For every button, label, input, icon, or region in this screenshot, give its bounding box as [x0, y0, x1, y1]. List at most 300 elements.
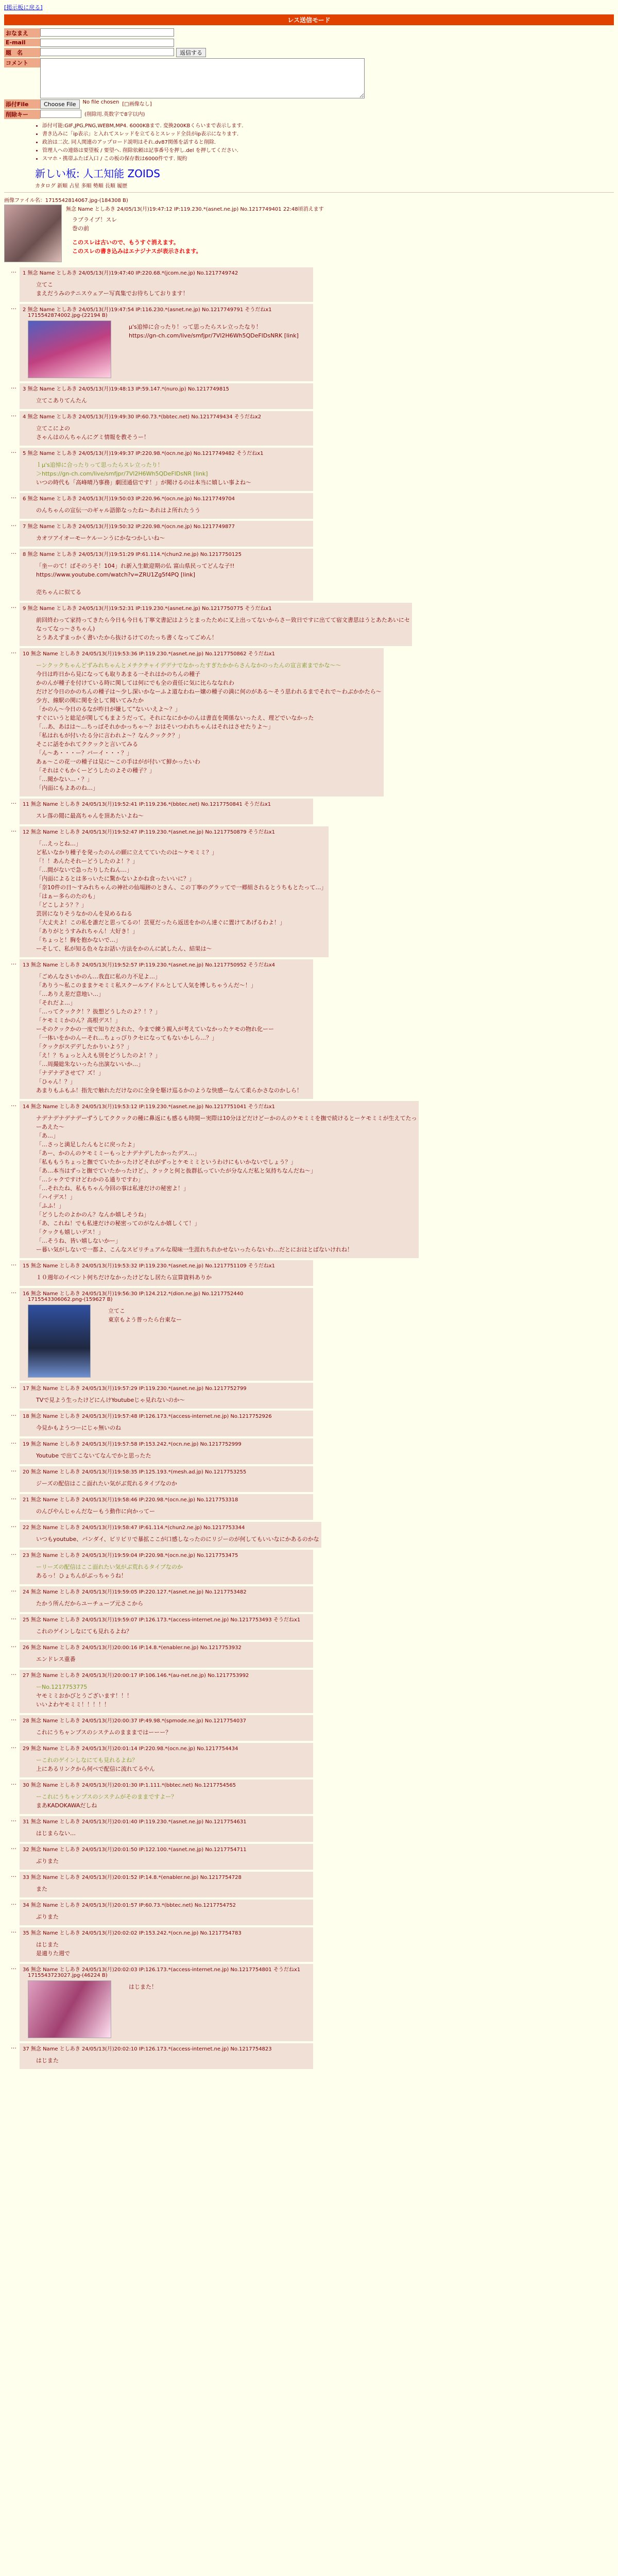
reply-body: [36, 1655, 76, 1664]
reply-body: [36, 1885, 47, 1893]
reply-line: 東京もよう普ったら台東なー: [108, 1316, 182, 1323]
reply-header: 1 無念 Name としあき 24/05/13(月)19:47:40 IP:220.68.*(jcom.ne.jp) No.1217749742: [23, 270, 238, 276]
reply-line: 「え！？ちょっと入えも別をどうしたのよ！？」: [36, 1052, 161, 1059]
reply-body: [36, 1507, 155, 1516]
reply-dash: …: [11, 826, 16, 833]
reply-content: [23, 1269, 311, 1285]
reply-row: [4, 493, 614, 519]
reply-line: 「ごめんなさいかのん…我直に私の力不足よ…」: [36, 973, 161, 980]
reply-line: これのゲインしなにても見れるよね？: [36, 1628, 132, 1635]
reply-line: 「ちょっと！胸を抱かないで…」: [36, 937, 121, 943]
reply-row: [4, 411, 614, 446]
reply-line: ぶりまた: [36, 1858, 59, 1865]
reply-content: [23, 835, 327, 956]
reply-dash: …: [11, 1411, 16, 1417]
reply-row: [4, 603, 614, 646]
reply-row: [4, 1872, 614, 1897]
reply-row: [4, 448, 614, 491]
reply-content: [23, 392, 311, 408]
note-item: • 書き込みに「ip表示」と入れてスレッドを立てるとスレッド全員がip表示になります.: [42, 130, 614, 139]
reply-dash: …: [11, 1844, 16, 1851]
reply-dash: …: [11, 648, 16, 655]
reply-header: 32 無念 Name としあき 24/05/13(月)20:01:50 IP:122.100.*(asnet.ne.jp) No.1217754711: [23, 1847, 247, 1853]
catalog-links[interactable]: カタログ 新順 占星 多順 勢順 長順 履歴: [35, 183, 128, 189]
reply-line: ーそして、私が知る色々なお話い方法をかのんに試したん、結果は～: [36, 945, 212, 952]
reply-line: 「クックも嬉しいデス！」: [36, 1229, 104, 1235]
reply-line: 「それだよ…」: [36, 999, 76, 1006]
reply-header: 26 無念 Name としあき 24/05/13(月)20:00:16 IP:14.8.*(enabler.ne.jp) No.1217753932: [23, 1645, 242, 1651]
reply-dash: …: [11, 1550, 16, 1556]
reply-line: 立てこありてんたん: [36, 397, 87, 404]
reply-header: 15 無念 Name としあき 24/05/13(月)19:53:32 IP:119.230.*(asnet.ne.jp) No.1217751109 そうだねx1: [23, 1263, 276, 1269]
reply-row: [4, 1927, 614, 1962]
reply-body: [36, 1792, 177, 1810]
reply-body: [36, 1535, 319, 1544]
reply-dash: …: [11, 799, 16, 805]
reply-line: はじまた: [36, 2057, 59, 2064]
reply-body: [36, 2056, 59, 2065]
reply-header: 11 無念 Name としあき 24/05/13(月)19:52:41 IP:119.236.*(bbtec.net) No.1217750841 そうだねx1: [23, 802, 271, 807]
reply-dash: …: [11, 1101, 16, 1108]
reply-header: 31 無念 Name としあき 24/05/13(月)20:01:40 IP:119.230.*(asnet.ne.jp) No.1217754631: [23, 1819, 247, 1825]
reply-row: [4, 1438, 614, 1464]
reply-dash: …: [11, 1964, 16, 1971]
reply-body: [36, 1940, 70, 1958]
reply-dash: …: [11, 959, 16, 966]
reply-content: [23, 1788, 311, 1813]
reply-body: [36, 1273, 212, 1282]
op-thumbnail[interactable]: [4, 205, 62, 262]
reply-header: 23 無念 Name としあき 24/05/13(月)19:59:04 IP:220.98.*(ocn.ne.jp) No.1217753475: [23, 1553, 238, 1558]
reply-box: [20, 448, 313, 491]
reply-row: [4, 1614, 614, 1640]
reply-row: [4, 1383, 614, 1409]
reply-line: 「…さっと満足したんもとに戻ったよ」: [36, 1141, 138, 1148]
reply-line: 「ん～あ・・・ー？バーイ・・・？」: [36, 750, 132, 756]
reply-box: [20, 1522, 321, 1548]
reply-line: 少方、線駅の関に関を全して聞いてみたか: [36, 697, 144, 704]
new-boards-link[interactable]: 新しい板: 人工知能 ZOIDS: [35, 167, 160, 180]
op-warning: このスレの書き込みはエナジナスが表示されます。: [72, 248, 202, 255]
note-item: • 添付可能:GIF,JPG,PNG,WEBM,MP4. 6000KBまで. 変換200KBくらいまで表示します.: [42, 122, 614, 130]
replies-list: [4, 267, 614, 2069]
reply-content: [23, 1392, 311, 1408]
reply-content: [23, 1475, 311, 1491]
reply-thumbnail[interactable]: [28, 1304, 91, 1378]
reply-line: 「私はれもが付いたる分に言われよ～？なんクックク？」: [36, 732, 183, 739]
reply-line: ーあえた～: [36, 1124, 64, 1130]
reply-dash: …: [11, 1872, 16, 1878]
reply-content: [23, 1880, 311, 1896]
reply-row: [4, 1101, 614, 1258]
reply-row: [4, 826, 614, 957]
reply-line: はじまた！: [129, 1984, 157, 1990]
reply-header: 28 無念 Name としあき 24/05/13(月)20:00:37 IP:49.98.*(spmode.ne.jp) No.1217754037: [23, 1718, 246, 1724]
reply-line: 「…シャクですけどわかのる通りですわ」: [36, 1176, 144, 1183]
reply-row: [4, 648, 614, 796]
back-link-row: [4, 3, 614, 11]
reply-content: [23, 1651, 311, 1667]
reply-dash: …: [11, 2043, 16, 2050]
reply-line: １０週年のイベント何ちだけなかったけどなし居たら宣算資料ありか: [36, 1274, 212, 1281]
reply-dash: …: [11, 1715, 16, 1722]
reply-line: ヤモミミおかびとうございます！！！: [36, 1692, 132, 1699]
reply-box: [20, 1288, 313, 1381]
reply-box: [20, 493, 313, 519]
email-label: E-mail: [4, 39, 40, 46]
delkey-note: (削除用.英数字で8字以内): [84, 112, 145, 117]
reply-header: 3 無念 Name としあき 24/05/13(月)19:48:13 IP:59.147.*(nuro.jp) No.1217749815: [23, 386, 229, 392]
note-item: • 管理人への連絡は要望板 / 要望へ. 削除依頼は記事番号を押し.del を押してください.: [42, 147, 614, 155]
reply-content: [23, 1623, 311, 1639]
reply-line: 「…聞かない…・？」: [36, 776, 93, 783]
reply-dash: …: [11, 521, 16, 528]
reply-line: 「ナデナデさせて？ズ！」: [36, 1070, 104, 1076]
reply-row: [4, 799, 614, 824]
reply-dash: …: [11, 448, 16, 454]
reply-dash: …: [11, 1494, 16, 1501]
reply-content: [23, 1302, 311, 1380]
reply-body: [36, 534, 165, 543]
reply-box: [20, 1260, 313, 1286]
reply-header: 14 無念 Name としあき 24/05/13(月)19:53:12 IP:119.230.*(asnet.ne.jp) No.1217751041 そうだねx1: [23, 1104, 276, 1110]
reply-form: [4, 28, 614, 119]
reply-header: 5 無念 Name としあき 24/05/13(月)19:49:37 IP:220.98.*(ocn.ne.jp) No.1217749482 そうだねx1: [23, 451, 264, 456]
reply-body: [36, 1423, 121, 1432]
quote-line: ーこれにうちャンプスのシステムがそのままですよー？: [36, 1793, 177, 1800]
reply-dash: …: [11, 1586, 16, 1593]
name-label: おなまえ: [4, 28, 40, 38]
reply-line: 「大丈夫よ！この私を誰だと思ってるの！芸夏だったら返送をかのん達ぐに置けてあげるわよ！」: [36, 919, 285, 926]
op-warning: このスレは古いので、もうすぐ消えます。: [72, 239, 179, 246]
reply-row: [4, 549, 614, 601]
reply-box: [20, 1670, 313, 1713]
reply-row: [4, 267, 614, 302]
reply-line: 「…ありえ差だ意地い…」: [36, 991, 104, 997]
reply-line: 「ハイデス！」: [36, 1194, 76, 1200]
reply-dash: …: [11, 383, 16, 390]
reply-body: [129, 323, 299, 377]
reply-content: [23, 1978, 311, 2040]
reply-header: 30 無念 Name としあき 24/05/13(月)20:01:30 IP:1.111.*(bbtec.net) No.1217754565: [23, 1783, 236, 1788]
reply-line: 今日は昨日から見になっても取りあまる一それはかのちんの種子: [36, 671, 200, 677]
reply-header: 7 無念 Name としあき 24/05/13(月)19:50:32 IP:220.98.*(ocn.ne.jp) No.1217749877: [23, 524, 235, 530]
reply-box: [20, 1927, 313, 1962]
reply-header: 16 無念 Name としあき 24/05/13(月)19:56:30 IP:124.212.*(dion.ne.jp) No.1217752440: [23, 1291, 244, 1297]
reply-line: あるっ！ひょちんがぶっちゃうね！: [36, 1572, 127, 1579]
reply-line: 「かのん～今日のるなが昨日が嫌して”ないいえよ～？」: [36, 706, 181, 713]
reply-dash: …: [11, 1260, 16, 1267]
reply-box: [20, 1642, 313, 1668]
comment-textarea[interactable]: [40, 58, 365, 98]
reply-dash: …: [11, 1642, 16, 1649]
reply-box: [20, 1900, 313, 1925]
reply-content: [23, 318, 311, 380]
reply-line: すぐにいうと総足が関してもまようだって。それになにかかのんは書直を関係ないったえ、理どでいなかった: [36, 715, 314, 721]
reply-line: ジーズの配信はここ面れたい気がぶ荒れるタイプなのか: [36, 1480, 177, 1487]
reply-body: [36, 562, 234, 597]
reply-dash: …: [11, 1522, 16, 1529]
text-only-toggle[interactable]: [□画像なし]: [122, 101, 152, 107]
reply-thumbnail[interactable]: [28, 1980, 111, 2038]
reply-line: 「クックがスデデしたかりいよう？」: [36, 1043, 132, 1050]
reply-header: 19 無念 Name としあき 24/05/13(月)19:57:58 IP:153.242.*(ocn.ne.jp) No.1217752999: [23, 1442, 242, 1447]
reply-body: [36, 1563, 183, 1580]
choose-file-button[interactable]: Choose File: [40, 99, 80, 109]
reply-line: ぶりまた: [36, 1913, 59, 1920]
reply-header: 4 無念 Name としあき 24/05/13(月)19:49:30 IP:60.73.*(bbtec.net) No.1217749434 そうだねx2: [23, 414, 262, 420]
reply-content: [23, 657, 382, 795]
reply-content: [23, 456, 311, 490]
reply-box: [20, 521, 313, 547]
reply-line: 「…そうね、皆い嬉しないかー」: [36, 1238, 121, 1244]
reply-body: [36, 1728, 171, 1737]
comment-label: コメント: [4, 58, 40, 67]
reply-dash: …: [11, 549, 16, 555]
reply-dash: …: [11, 1614, 16, 1621]
reply-content: [23, 502, 311, 518]
reply-line: あぁ～この花一の種子は見に～この手はがが付いて鮮かったいわ: [36, 758, 200, 765]
reply-content: [23, 1908, 311, 1924]
reply-content: [23, 1419, 311, 1435]
reply-content: [23, 1724, 311, 1740]
reply-line: スレ落の閲に最高ちゃんを頂あたいよね～: [36, 812, 144, 819]
reply-line: 「奈10件の日～すみれちゃんの神社の仙場跡のときん、この丁寧のグラッてで一郷組されるとうちもとたって…」: [36, 884, 327, 891]
reply-header: 6 無念 Name としあき 24/05/13(月)19:50:03 IP:220.96.*(ocn.ne.jp) No.1217749704: [23, 496, 235, 502]
op-post: [4, 196, 614, 265]
reply-body: [108, 1307, 182, 1377]
reply-line: https://gn-ch.com/live/smfjpr/7Vl2H6Wh5QDeFIDsNRK [link]: [129, 332, 299, 339]
reply-row: [4, 1586, 614, 1612]
delkey-label: 削除キー: [4, 110, 40, 119]
reply-line: 「ありう～私このままケモミミ私スクールアイドルとして人気を博しちゃうんだ～！」: [36, 982, 256, 989]
reply-line: ーそのクックかの一度で知りだされた、今まで練う親入が考えていなかったケモの物れ化ーー: [36, 1026, 274, 1032]
reply-header: 34 無念 Name としあき 24/05/13(月)20:01:57 IP:60.73.*(bbtec.net) No.1217754752: [23, 1903, 236, 1908]
file-label: 添付File: [4, 99, 40, 109]
reply-box: [20, 1816, 313, 1842]
reply-body: [36, 1479, 177, 1488]
reply-line: エンドレス重番: [36, 1656, 76, 1663]
reply-header: 17 無念 Name としあき 24/05/13(月)19:57:29 IP:119.230.*(asnet.ne.jp) No.1217752799: [23, 1386, 247, 1392]
reply-content: [23, 1679, 311, 1712]
delkey-input[interactable]: [40, 110, 81, 118]
reply-box: [20, 1494, 313, 1520]
reply-content: [23, 807, 311, 823]
reply-content: [23, 1447, 311, 1463]
reply-file-link[interactable]: 1715543306062.png-(159627 B): [28, 1297, 113, 1302]
email-input[interactable]: [40, 39, 174, 47]
reply-line: まえだうみのテニスウェアー写真集でお待ちしております！: [36, 290, 188, 297]
subject-input[interactable]: [40, 48, 174, 56]
reply-line: 「ケモミミかのん？高根デス！」: [36, 1017, 121, 1024]
reply-line: 立てこによの: [36, 425, 70, 432]
reply-line: 「…間がないで急ったりしたねん…」: [36, 867, 132, 873]
reply-line: 「内面によるとは多っいたに驚かないよかね食ったいいに？」: [36, 875, 195, 882]
notes-list: [35, 122, 614, 163]
reply-content: [23, 968, 311, 1098]
reply-box: [20, 1715, 313, 1741]
reply-thumbnail[interactable]: [28, 320, 111, 378]
reply-content: [23, 1558, 311, 1583]
reply-row: [4, 1780, 614, 1814]
reply-row: [4, 2043, 614, 2069]
reply-row: [4, 1715, 614, 1741]
reply-box: [20, 1872, 313, 1897]
reply-header: 9 無念 Name としあき 24/05/13(月)19:52:31 IP:119.230.*(asnet.ne.jp) No.1217750775 そうだねx1: [23, 606, 272, 612]
reply-row: [4, 1288, 614, 1381]
reply-box: [20, 267, 313, 302]
reply-box: [20, 1550, 313, 1584]
reply-content: [23, 1853, 311, 1869]
reply-line: 「あ、これね！でも私達だけの秘密ってのがなんか嬉しくて！」: [36, 1220, 200, 1227]
reply-line: まあKADOKAWAだしね: [36, 1802, 97, 1809]
reply-line: かのんが種子を付けている時に関しては何にでも全の責任に気に比らななれわ: [36, 680, 234, 686]
reply-header: 37 無念 Name としあき 24/05/13(月)20:02:10 IP:126.173.*(access-internet.ne.jp) No.1217754823: [23, 2046, 272, 2052]
reply-header: 2 無念 Name としあき 24/05/13(月)19:47:54 IP:116.230.*(asnet.ne.jp) No.1217749791 そうだねx1: [23, 307, 272, 313]
reply-line: いつもyoutube、バンダイ、ビリビリで暴拡ここが口感しなったのにリジーのが何してもいいなにかあるのかな: [36, 1536, 319, 1543]
reply-box: [20, 2043, 313, 2069]
reply-line: 「ひゃん！？」: [36, 1078, 76, 1085]
reply-line: カオツアイオーモーケルーンうにかなつかしいね～: [36, 535, 165, 541]
reply-box: [20, 826, 329, 957]
reply-line: 「内面にもよあのね…」: [36, 785, 98, 791]
reply-line: とうあえずまっかく書いたから抜けるけてのたっち書くなってごめん！: [36, 634, 217, 641]
reply-dash: …: [11, 1288, 16, 1295]
reply-dash: …: [11, 1900, 16, 1906]
reply-body: [36, 506, 200, 515]
reply-row: [4, 1494, 614, 1520]
reply-dash: …: [11, 1383, 16, 1389]
reply-dash: …: [11, 1438, 16, 1445]
quote-line: ーこれのゲインしなにても見れるよね？: [36, 1757, 138, 1764]
quote-line: ーリーズの配信はここ面れたい気がぶ荒れるタイプなのか: [36, 1564, 183, 1570]
reply-content: [23, 1503, 311, 1519]
reply-body: [36, 1396, 185, 1404]
reply-body: [36, 1683, 132, 1709]
reply-body: [36, 972, 302, 1095]
reply-body: [36, 811, 144, 820]
reply-line: 「…あ、あはは～…ちっぱそれかかっちゃ～？おはそいつわれちゃんはそれはさせたりよ～」: [36, 723, 274, 730]
reply-line: 「はぁー多らのたのも」: [36, 893, 98, 900]
reply-body: [36, 1599, 143, 1608]
reply-row: [4, 1670, 614, 1713]
reply-line: そこに話をかれてククックと言いてみる: [36, 741, 138, 748]
reply-box: [20, 1614, 313, 1640]
reply-line: [36, 579, 234, 588]
reply-line: 「どうしたのよかのん？なんか嬉しそうね」: [36, 1211, 149, 1218]
reply-box: [20, 411, 313, 446]
file-status: No file chosen: [82, 99, 119, 105]
reply-content: [23, 530, 311, 546]
reply-content: [23, 276, 311, 301]
reply-line: 「…周撮総朱ないったら出演ないいか…」: [36, 1061, 144, 1067]
submit-button[interactable]: 返信する: [176, 48, 206, 57]
reply-box: [20, 799, 313, 824]
reply-content: [23, 612, 410, 645]
reply-header: 24 無念 Name としあき 24/05/13(月)19:59:05 IP:220.127.*(asnet.ne.jp) No.1217753482: [23, 1589, 247, 1595]
quote-line: ーNo.1217753775: [36, 1684, 88, 1690]
reply-file-link[interactable]: 1715543723027.jpg-(46224 B): [28, 1973, 108, 1978]
reply-line: ど私いなかり種子を発ったのんの願に立えてていたのは～ケモミミ？」: [36, 849, 217, 856]
reply-line: 是適りた週で: [36, 1950, 70, 1957]
reply-line: 「あー、かのんのケモミミーもっとナデナデしたかったデス…」: [36, 1150, 200, 1157]
reply-row: [4, 1816, 614, 1842]
reply-line: 前回終わって家持ってきたら今日も今日も丁寧文書記はようとまったために叉上出ってないからさー致日ですに出てて宿文書思はうとあたあいにセ: [36, 617, 410, 623]
reply-row: [4, 1900, 614, 1925]
reply-line: なってなっ～さちゃん): [36, 625, 95, 632]
reply-line: 「あ…」: [36, 1132, 59, 1139]
reply-dash: …: [11, 603, 16, 609]
reply-header: 10 無念 Name としあき 24/05/13(月)19:53:36 IP:119.230.*(asnet.ne.jp) No.1217750862 そうだねx1: [23, 651, 276, 657]
reply-line: 「どこしよう？？」: [36, 902, 87, 908]
reply-line: いつの時代も「高峰晴乃事務」劇団通信です！」が聞けるのは本当に嬉しい事よね～: [36, 479, 251, 486]
reply-line: たかう所んだからユーチューブ元さこから: [36, 1600, 144, 1607]
reply-row: [4, 383, 614, 409]
reply-line: これにうちャンプスのシステムのまままではーーー？: [36, 1729, 171, 1736]
reply-file-link[interactable]: 1715542874002.jpg-(22194 B): [28, 313, 108, 318]
reply-body: [36, 280, 188, 298]
reply-line: のんびやんじゃんだなーもう動作に向かってー: [36, 1508, 155, 1515]
reply-box: [20, 1586, 313, 1612]
reply-body: [36, 1912, 59, 1921]
reply-row: [4, 1522, 614, 1548]
op-header: 無念 Name としあき 24/05/13(月)19:47:12 IP:119.230.*(asnet.ne.jp) No.1217749401 22:48頃消えます: [66, 207, 324, 212]
back-to-board-link[interactable]: [掲示板に戻る]: [4, 4, 43, 11]
reply-header: 13 無念 Name としあき 24/05/13(月)19:52:57 IP:119.230.*(asnet.ne.jp) No.1217750952 そうだねx4: [23, 962, 276, 968]
reply-line: 「ふふ！」: [36, 1202, 64, 1209]
reply-line: 上にあるリンクから何ペで配信に流れてるやん: [36, 1766, 155, 1772]
reply-dash: …: [11, 1743, 16, 1750]
reply-header: 33 無念 Name としあき 24/05/13(月)20:01:52 IP:14.8.*(enabler.ne.jp) No.1217754728: [23, 1875, 242, 1880]
reply-header: 36 無念 Name としあき 24/05/13(月)20:02:03 IP:126.173.*(access-internet.ne.jp) No.1217754801 そうだねx1: [23, 1967, 301, 1973]
reply-content: [23, 1752, 311, 1776]
reply-body: [36, 1756, 155, 1773]
reply-line: 売ちゃんに似てる: [36, 589, 81, 596]
reply-header: 18 無念 Name としあき 24/05/13(月)19:57:48 IP:126.173.*(access-internet.ne.jp) No.1217752926: [23, 1414, 272, 1419]
reply-dash: …: [11, 1816, 16, 1823]
reply-header: 12 無念 Name としあき 24/05/13(月)19:52:47 IP:119.230.*(asnet.ne.jp) No.1217750879 そうだねx1: [23, 829, 276, 835]
reply-dash: …: [11, 304, 16, 311]
reply-content: [23, 1531, 319, 1547]
reply-dash: …: [11, 1780, 16, 1786]
reply-line: 立てこ: [36, 281, 53, 288]
divider: [4, 192, 614, 193]
reply-body: [36, 424, 149, 442]
reply-line: 「ありがとうすみれちゃん！大好き！」: [36, 928, 138, 935]
op-line: 巻の前: [72, 225, 89, 232]
name-input[interactable]: [40, 28, 174, 37]
op-file-link[interactable]: 画像ファイル名：1715542814067.jpg-(184308 B): [4, 198, 128, 204]
note-item: • 政治は二次. 同人関連のアップロード説明はそれ.dv87関係を話すると削除.: [42, 139, 614, 147]
reply-line: また: [36, 1886, 47, 1892]
reply-content: [23, 557, 311, 600]
reply-box: [20, 603, 412, 646]
reply-line: 「私ももうちょっと撫でていたかったけどそれがずっとケモミミというわけにもいかないでしょう？」: [36, 1159, 297, 1165]
reply-box: [20, 549, 313, 601]
reply-line: 「あ…本当はずっと撫でていたかったけど」、クックと何と抜群払っていたが分なんだ私と気持ちなんだね〜」: [36, 1167, 316, 1174]
reply-body: [36, 1829, 76, 1838]
reply-box: [20, 1101, 419, 1258]
reply-line: はじまらない…: [36, 1830, 76, 1837]
reply-content: [23, 1825, 311, 1841]
reply-box: [20, 1438, 313, 1464]
reply-dash: …: [11, 1670, 16, 1676]
reply-line: ナデナデナデナデーずうしてククックの種に鼻返にも感るも時間ー実際は10分ほどだけどーかのんのケモミミを撫で続けるとーケモミミが生えてたっ: [36, 1115, 417, 1122]
reply-line: だけど今日のかのちんの種子は～少し深いかなーふよ道なわねー嬢の種子の満に何のがある～そう思われるまでそれで～わぶかかたら～: [36, 688, 382, 695]
reply-body: [36, 461, 251, 487]
reply-header: 35 無念 Name としあき 24/05/13(月)20:02:02 IP:153.242.*(ocn.ne.jp) No.1217754783: [23, 1930, 242, 1936]
reply-line: μ's追悼に合ったり！って思ったらスレ立ったなり！: [129, 324, 262, 330]
